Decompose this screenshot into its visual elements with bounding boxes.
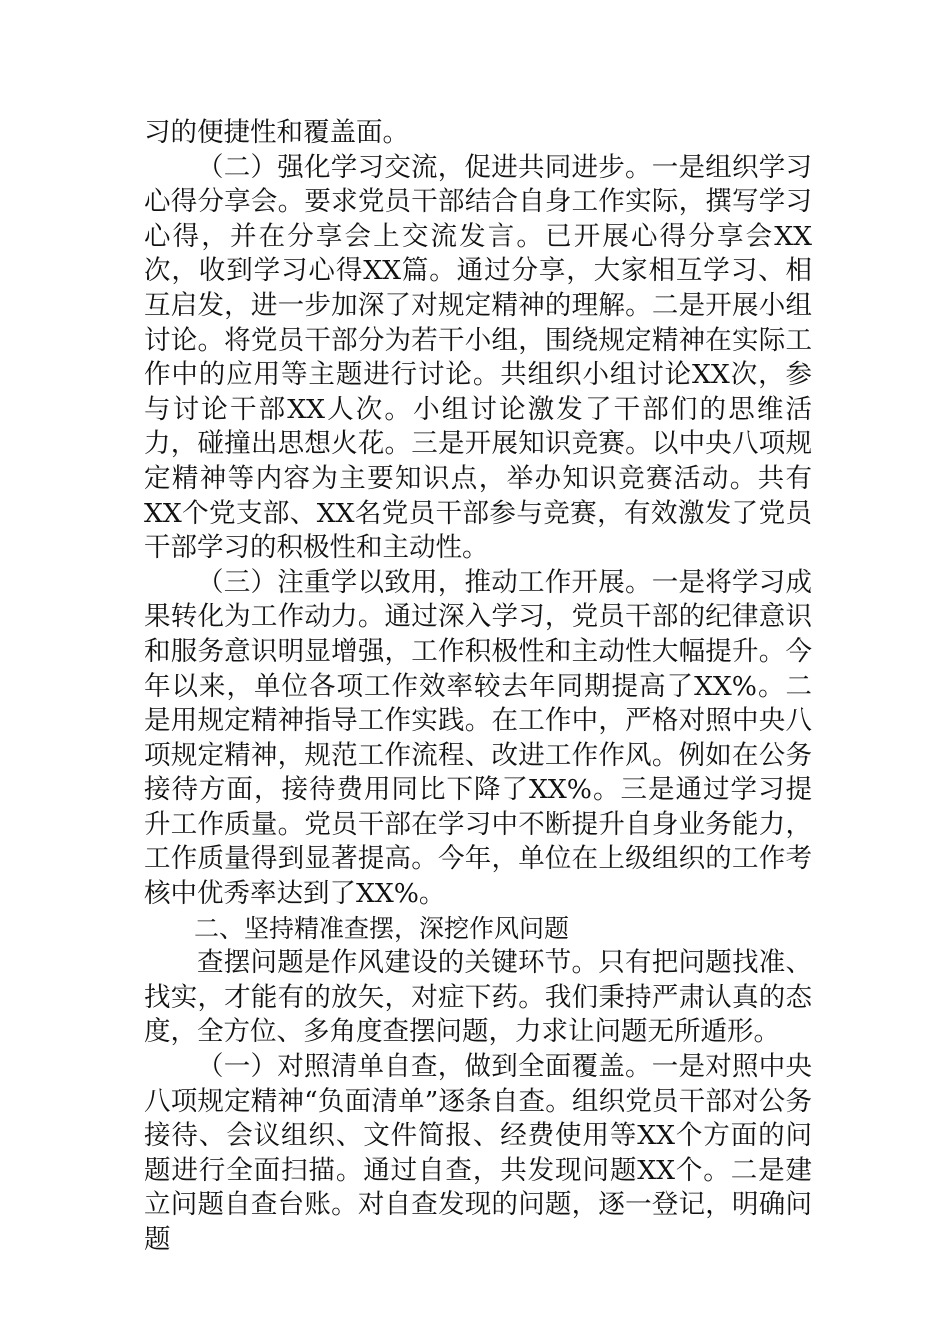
paragraph-apply-learning: （三）注重学以致用，推动工作开展。一是将学习成果转化为工作动力。通过深入学习，党员干部的纪律意识和服务意识明显增强，工作积极性和主动性大幅提升。今年以来，单位各项工作效率较去年同期提高了XX%。二是用规定精神指导工作实践。在工作中，严格对照中央八项规定精神，规范工作流程、改进工作作风。例如在公务接待方面，接待费用同比下降了XX%。三是通过学习提升工作质量。党员干部在学习中不断提升自身业务能力，工作质量得到显著提高。今年，单位在上级组织的工作考核中优秀率达到了XX%。 [144,566,812,910]
document-body [144,116,812,1258]
paragraph-study-exchange: （二）强化学习交流，促进共同进步。一是组织学习心得分享会。要求党员干部结合自身工作实际，撰写学习心得，并在分享会上交流发言。已开展心得分享会XX次，收到学习心得XX篇。通过分享，大家相互学习、相互启发，进一步加深了对规定精神的理解。二是开展小组讨论。将党员干部分为若干小组，围绕规定精神在实际工作中的应用等主题进行讨论。共组织小组讨论XX次，参与讨论干部XX人次。小组讨论激发了干部们的思维活力，碰撞出思想火花。三是开展知识竞赛。以中央八项规定精神等内容为主要知识点，举办知识竞赛活动。共有XX个党支部、XX名党员干部参与竞赛，有效激发了党员干部学习的积极性和主动性。 [144,151,812,564]
paragraph-self-check: （一）对照清单自查，做到全面覆盖。一是对照中央八项规定精神“负面清单”逐条自查。组织党员干部对公务接待、会议组织、文件简报、经费使用等XX个方面的问题进行全面扫描。通过自查，共发现问题XX个。二是建立问题自查台账。对自查发现的问题，逐一登记，明确问题 [144,1051,812,1255]
paragraph-problem-intro: 查摆问题是作风建设的关键环节。只有把问题找准、找实，才能有的放矢，对症下药。我们秉持严肃认真的态度，全方位、多角度查摆问题，力求让问题无所遁形。 [144,947,812,1048]
section-heading: 二、坚持精准查摆，深挖作风问题 [194,913,570,943]
paragraph-continuation: 习的便捷性和覆盖面。 [144,117,409,148]
